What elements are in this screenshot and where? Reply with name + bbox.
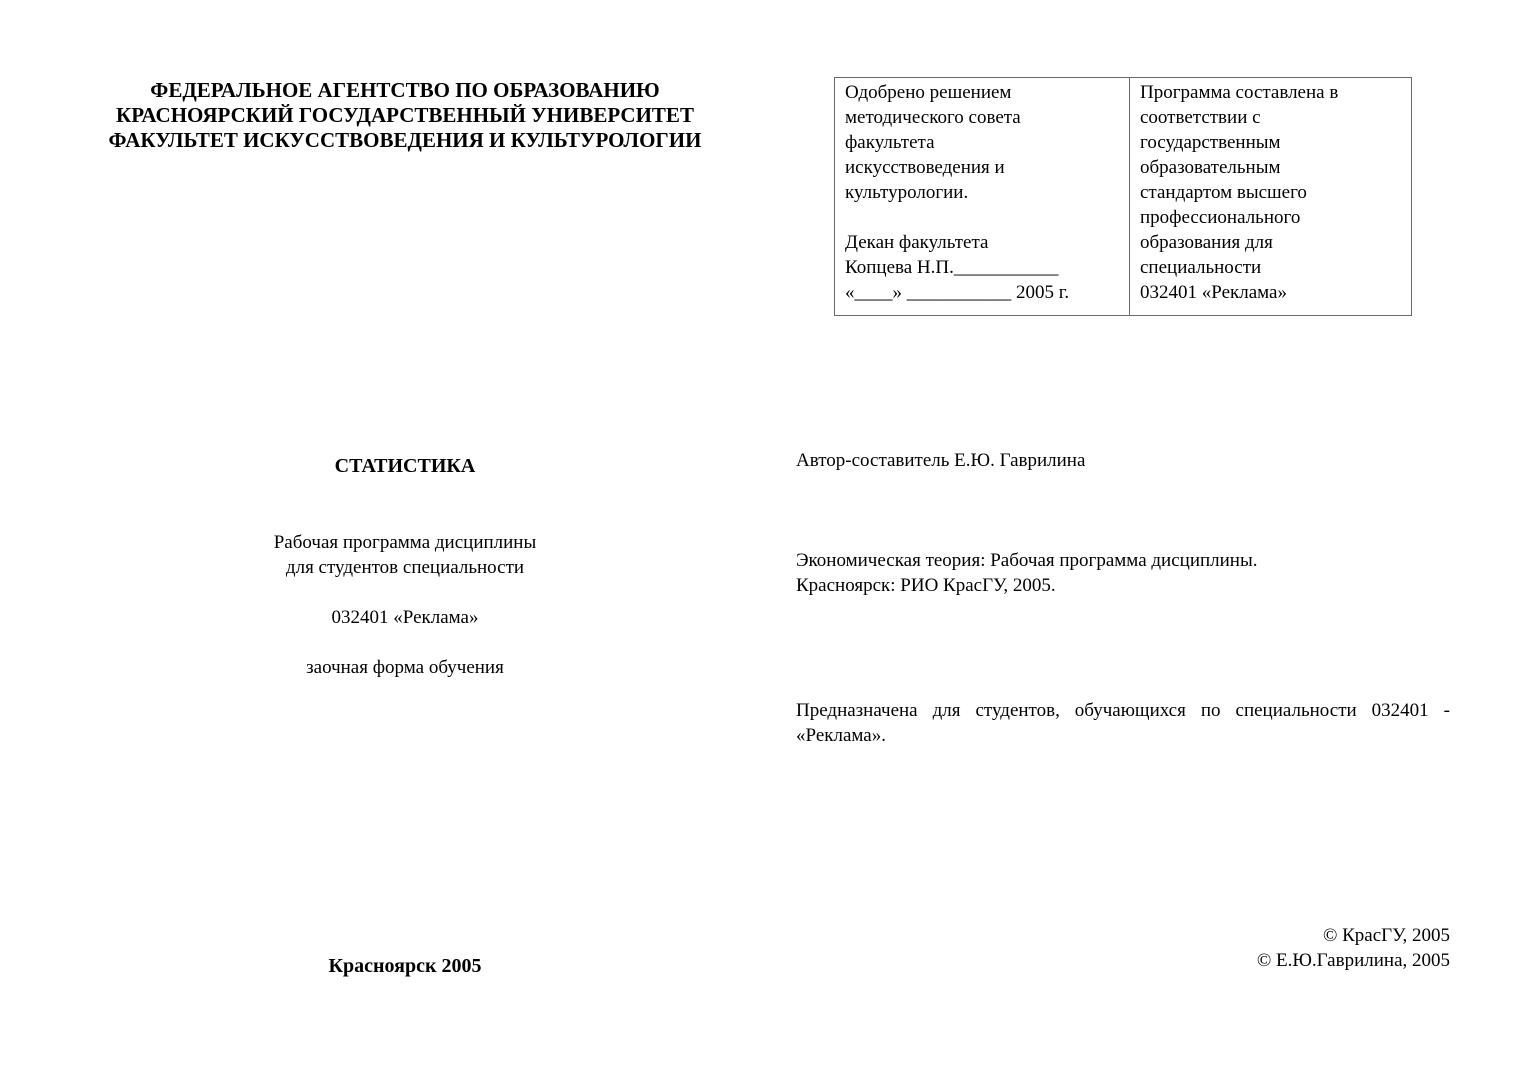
course-specialty: 032401 «Реклама»: [331, 607, 479, 628]
citation-line-1: Экономическая теория: Рабочая программа дисциплины.: [796, 550, 1258, 571]
approval-line: методического совета: [845, 107, 1021, 128]
standard-line: Программа составлена в: [1140, 82, 1339, 103]
copyright-author: © Е.Ю.Гаврилина, 2005: [1256, 950, 1450, 971]
author-line: Автор-составитель Е.Ю. Гаврилина: [796, 450, 1086, 471]
copyright-university: © КрасГУ, 2005: [1322, 925, 1450, 946]
standard-line: образования для: [1140, 232, 1273, 253]
course-study-form: заочная форма обучения: [306, 657, 504, 678]
city-year: Красноярск 2005: [328, 955, 482, 977]
header-faculty: ФАКУЛЬТЕТ ИСКУССТВОВЕДЕНИЯ И КУЛЬТУРОЛОГИИ: [108, 128, 702, 152]
standard-line: соответствии с: [1140, 107, 1261, 128]
standard-line: 032401 «Реклама»: [1140, 282, 1287, 303]
bibliographic-citation: [796, 548, 1450, 598]
header-agency: ФЕДЕРАЛЬНОЕ АГЕНТСТВО ПО ОБРАЗОВАНИЮ: [150, 78, 660, 102]
dean-name-signature: Копцева Н.П.___________: [845, 257, 1059, 278]
standard-line: образовательным: [1140, 157, 1281, 178]
approval-date-line: «____» ___________ 2005 г.: [845, 282, 1070, 303]
approval-line: Одобрено решением: [845, 82, 1012, 103]
approval-council-cell: [835, 78, 1130, 316]
intended-audience: Предназначена для студентов, обучающихся по специальности 032401 - «Реклама».: [796, 700, 1450, 746]
course-description: [60, 530, 750, 680]
dean-label: Декан факультета: [845, 232, 989, 253]
course-title: СТАТИСТИКА: [334, 455, 476, 477]
standard-compliance-cell: [1130, 78, 1412, 316]
institution-header: [60, 78, 750, 153]
standard-line: стандартом высшего: [1140, 182, 1307, 203]
approval-table: [834, 77, 1412, 316]
copyright-block: [1257, 923, 1450, 973]
standard-line: специальности: [1140, 257, 1262, 278]
standard-line: профессионального: [1140, 207, 1301, 228]
header-university: КРАСНОЯРСКИЙ ГОСУДАРСТВЕННЫЙ УНИВЕРСИТЕТ: [116, 103, 694, 127]
course-audience-line: для студентов специальности: [285, 557, 525, 578]
citation-line-2: Красноярск: РИО КрасГУ, 2005.: [796, 575, 1056, 596]
approval-line: культурологии.: [845, 182, 969, 203]
approval-line: искусствоведения и: [845, 157, 1005, 178]
course-program-line: Рабочая программа дисциплины: [273, 532, 537, 553]
approval-line: факультета: [845, 132, 935, 153]
standard-line: государственным: [1140, 132, 1281, 153]
